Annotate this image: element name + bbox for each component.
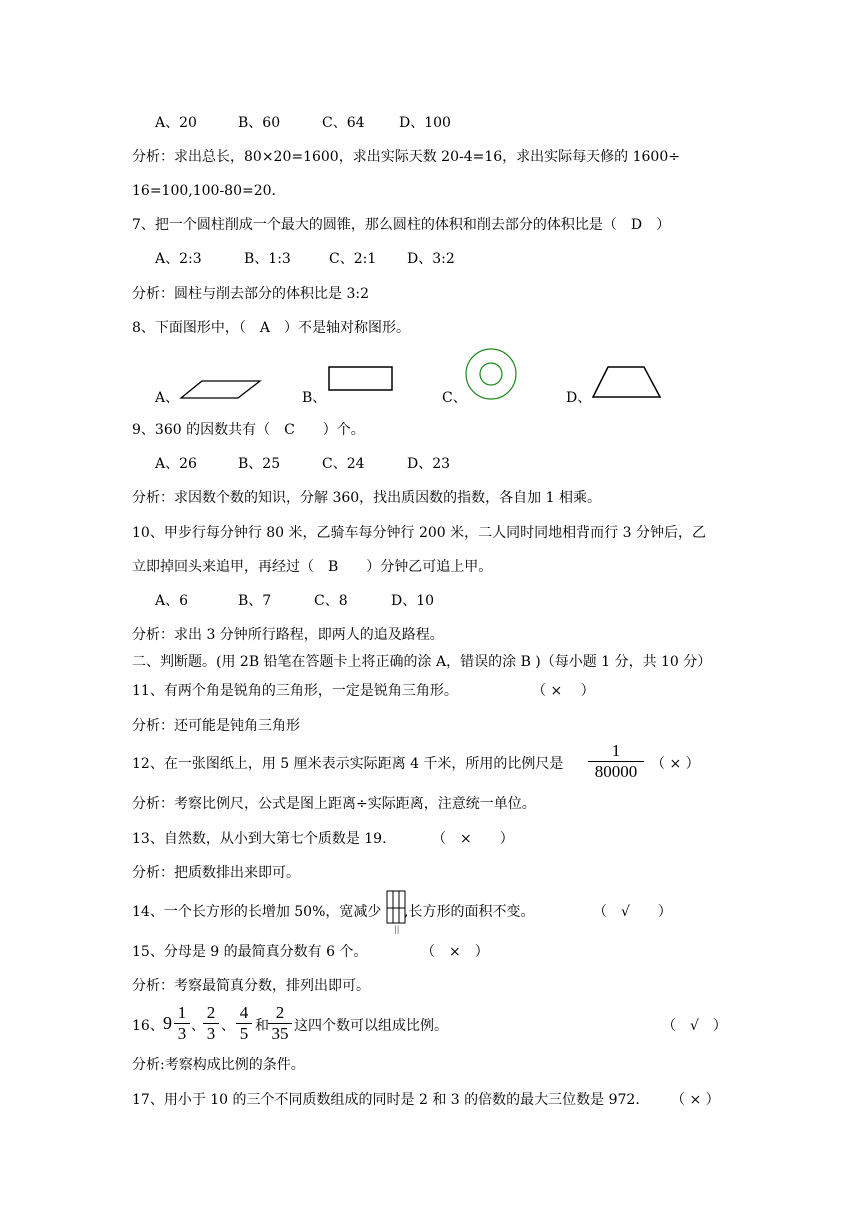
option-b: B、 bbox=[302, 390, 327, 406]
separator: 、 bbox=[191, 1018, 205, 1034]
small-mark: || bbox=[394, 925, 400, 934]
question-16-suffix: 这四个数可以组成比例。 bbox=[294, 1018, 448, 1034]
conjunction: 和 bbox=[255, 1018, 269, 1034]
question-9: 9、360 的因数共有（ C ）个。 bbox=[132, 422, 365, 438]
option-c: C、64 bbox=[322, 115, 365, 131]
fraction-numerator: 4 bbox=[239, 1003, 249, 1022]
analysis-text: 分析：考察最简真分数，排列出即可。 bbox=[132, 978, 370, 994]
option-c: C、 bbox=[442, 390, 467, 406]
option-a: A、20 bbox=[155, 115, 197, 131]
section-heading: 二、判断题。(用 2B 铅笔在答题卡上将正确的涂 A，错误的涂 B )（每小题 1 分，共 10 分） bbox=[132, 654, 712, 670]
analysis-text: 分析：考察比例尺，公式是图上距离÷实际距离，注意统一单位。 bbox=[132, 796, 536, 812]
question-8: 8、下面图形中，（ A ）不是轴对称图形。 bbox=[132, 320, 411, 336]
option-a: A、2:3 bbox=[155, 251, 202, 267]
question-15: 15、分母是 9 的最简真分数有 6 个。 bbox=[132, 944, 368, 960]
analysis-text: 分析：求因数个数的知识，分解 360，找出质因数的指数，各自加 1 相乘。 bbox=[132, 490, 601, 506]
fraction-denominator: 35 bbox=[271, 1024, 289, 1043]
option-d: D、3:2 bbox=[407, 251, 455, 267]
question-10-cont: 立即掉回头来追甲，再经过（ B ）分钟乙可追上甲。 bbox=[132, 559, 493, 575]
trapezoid-shape bbox=[592, 366, 662, 399]
fraction-denominator: 5 bbox=[239, 1024, 249, 1043]
option-d: D、10 bbox=[391, 593, 435, 609]
option-c: C、2:1 bbox=[329, 251, 377, 267]
separator: 、 bbox=[221, 1018, 235, 1034]
option-b: B、60 bbox=[238, 115, 281, 131]
fraction-3 bbox=[236, 1003, 252, 1044]
answer-mark: （ √ ） bbox=[593, 904, 672, 920]
answer-mark: （ × ） bbox=[432, 831, 514, 847]
ring-shape bbox=[465, 348, 517, 400]
analysis-text: 分析：还可能是钝角三角形 bbox=[132, 718, 300, 734]
option-a: A、 bbox=[155, 390, 180, 406]
question-7: 7、把一个圆柱削成一个最大的圆锥，那么圆柱的体积和削去部分的体积比是（ D ） bbox=[132, 217, 671, 233]
option-d: D、23 bbox=[407, 456, 451, 472]
parallelogram-shape bbox=[180, 380, 262, 400]
option-a: A、26 bbox=[155, 456, 197, 472]
fraction-4 bbox=[268, 1003, 292, 1044]
answer-mark: （ √ ） bbox=[662, 1018, 727, 1034]
option-d: D、100 bbox=[399, 115, 451, 131]
option-d: D、 bbox=[566, 390, 592, 406]
answer-mark: （ × ） bbox=[532, 683, 595, 699]
fraction-numerator: 1 bbox=[611, 741, 621, 760]
mixed-number-whole: 9 bbox=[163, 1013, 172, 1033]
question-16-prefix: 16、 bbox=[132, 1018, 164, 1034]
fraction-denominator: 3 bbox=[206, 1024, 216, 1043]
option-b: B、1:3 bbox=[244, 251, 291, 267]
answer-mark: （ × ） bbox=[671, 1092, 720, 1108]
question-17: 17、用小于 10 的三个不同质数组成的同时是 2 和 3 的倍数的最大三位数是 972. bbox=[132, 1092, 640, 1108]
fraction-denominator: 80000 bbox=[594, 762, 638, 781]
rectangle-shape bbox=[328, 366, 394, 392]
fraction-numerator: 2 bbox=[275, 1003, 285, 1022]
question-10: 10、甲步行每分钟行 80 米，乙骑车每分钟行 200 米，二人同时同地相背而行 3 分钟后，乙 bbox=[132, 525, 706, 541]
question-14: 14、一个长方形的长增加 50%，宽减少 bbox=[132, 904, 382, 920]
option-a: A、6 bbox=[155, 593, 189, 609]
question-11: 11、有两个角是锐角的三角形，一定是锐角三角形。 bbox=[132, 683, 458, 699]
analysis-text: 分析：把质数排出来即可。 bbox=[132, 865, 300, 881]
scale-fraction bbox=[588, 741, 644, 782]
answer-mark: （ × ） bbox=[651, 756, 700, 772]
option-c: C、24 bbox=[322, 456, 365, 472]
option-c: C、8 bbox=[314, 593, 348, 609]
question-12: 12、在一张图纸上，用 5 厘米表示实际距离 4 千米，所用的比例尺是 bbox=[132, 756, 564, 772]
analysis-text: 分析：求出总长，80×20=1600，求出实际天数 20-4=16，求出实际每天修的 1600÷ bbox=[132, 149, 680, 165]
fraction-denominator: 3 bbox=[177, 1024, 187, 1043]
fraction-numerator: 2 bbox=[206, 1003, 216, 1022]
fraction-2 bbox=[203, 1003, 219, 1044]
fraction-1 bbox=[174, 1003, 190, 1044]
analysis-text: 分析:考察构成比例的条件。 bbox=[132, 1057, 305, 1073]
option-b: B、7 bbox=[238, 593, 272, 609]
analysis-text: 分析：圆柱与削去部分的体积比是 3:2 bbox=[132, 286, 369, 302]
fraction-numerator: 1 bbox=[177, 1003, 187, 1022]
analysis-text: 16=100,100-80=20. bbox=[132, 183, 276, 199]
option-b: B、25 bbox=[238, 456, 281, 472]
question-14-cont: ,长方形的面积不变。 bbox=[404, 904, 535, 920]
answer-mark: （ × ） bbox=[421, 944, 489, 960]
analysis-text: 分析：求出 3 分钟所行路程，即两人的追及路程。 bbox=[132, 627, 444, 643]
question-13: 13、自然数，从小到大第七个质数是 19. bbox=[132, 831, 387, 847]
